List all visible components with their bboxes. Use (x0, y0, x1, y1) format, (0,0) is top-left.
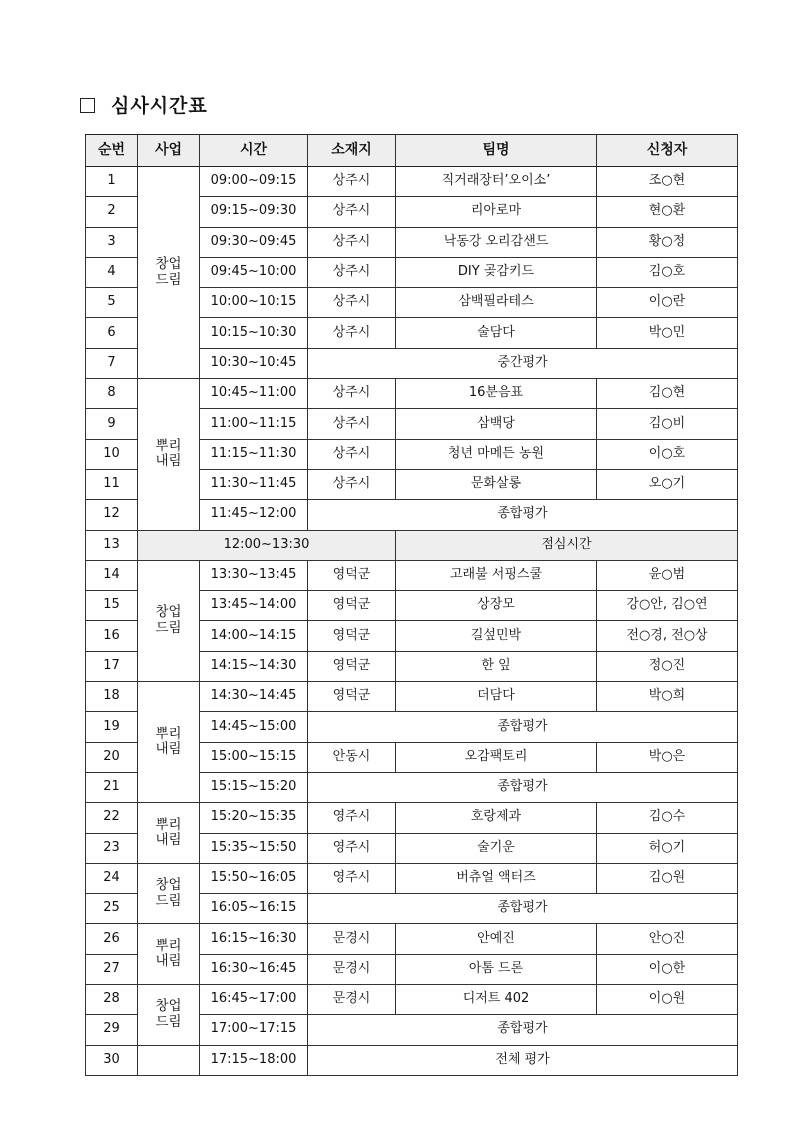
time-cell: 09:00~09:15 (200, 167, 308, 197)
table-row (86, 1045, 738, 1075)
time-cell: 11:00~11:15 (200, 409, 308, 439)
program-cell (138, 379, 200, 530)
row-number: 13 (86, 530, 138, 560)
program-label-line: 창업 (155, 877, 182, 894)
program-label-line: 창업 (155, 256, 182, 273)
time-cell: 14:15~14:30 (200, 651, 308, 681)
time-cell: 13:30~13:45 (200, 560, 308, 590)
team-name-cell: 청년 마메든 농원 (396, 439, 597, 469)
header-row (86, 135, 738, 167)
team-name-cell: 상장모 (396, 591, 597, 621)
row-number: 25 (86, 894, 138, 924)
col-header-location: 소재지 (308, 135, 396, 167)
applicant-cell: 김○현 (597, 379, 738, 409)
program-cell (138, 682, 200, 803)
location-cell: 문경시 (308, 954, 396, 984)
table-row (86, 379, 738, 409)
applicant-cell: 이○란 (597, 288, 738, 318)
applicant-cell: 조○현 (597, 167, 738, 197)
table-row (86, 985, 738, 1015)
time-cell: 14:30~14:45 (200, 682, 308, 712)
location-cell: 영덕군 (308, 591, 396, 621)
page-heading (80, 91, 208, 118)
program-label-line: 뿌리 (155, 816, 182, 833)
program-cell (138, 985, 200, 1046)
row-number: 6 (86, 318, 138, 348)
time-cell: 17:00~17:15 (200, 1015, 308, 1045)
checkbox-square-icon (80, 98, 95, 113)
applicant-cell: 이○한 (597, 954, 738, 984)
schedule-table (85, 134, 738, 1076)
applicant-cell: 허○기 (597, 833, 738, 863)
team-name-cell: 더담다 (396, 682, 597, 712)
col-header-time: 시간 (200, 135, 308, 167)
program-label-line: 뿌리 (155, 937, 182, 954)
time-cell: 10:45~11:00 (200, 379, 308, 409)
program-cell (138, 863, 200, 924)
time-cell: 10:30~10:45 (200, 348, 308, 378)
team-name-cell: 길섶민박 (396, 621, 597, 651)
time-cell: 11:30~11:45 (200, 469, 308, 499)
applicant-cell: 김○수 (597, 803, 738, 833)
location-cell: 상주시 (308, 379, 396, 409)
row-number: 16 (86, 621, 138, 651)
col-header-program: 사업 (138, 135, 200, 167)
applicant-cell: 전○경, 전○상 (597, 621, 738, 651)
team-name-cell: 삼백당 (396, 409, 597, 439)
team-name-cell: 16분음표 (396, 379, 597, 409)
row-number: 28 (86, 985, 138, 1015)
program-cell (138, 1045, 200, 1075)
row-number: 1 (86, 167, 138, 197)
location-cell: 영덕군 (308, 651, 396, 681)
location-cell: 상주시 (308, 469, 396, 499)
time-cell: 11:45~12:00 (200, 500, 308, 530)
team-name-cell: 삼백필라테스 (396, 288, 597, 318)
applicant-cell: 이○호 (597, 439, 738, 469)
program-label-line: 드림 (155, 1013, 182, 1030)
col-header-applicant: 신청자 (597, 135, 738, 167)
table-row (86, 863, 738, 893)
evaluation-cell: 전체 평가 (308, 1045, 738, 1075)
evaluation-cell: 종합평가 (308, 500, 738, 530)
row-number: 15 (86, 591, 138, 621)
evaluation-cell: 종합평가 (308, 1015, 738, 1045)
row-number: 30 (86, 1045, 138, 1075)
applicant-cell: 이○원 (597, 985, 738, 1015)
time-cell: 15:20~15:35 (200, 803, 308, 833)
location-cell: 영주시 (308, 833, 396, 863)
applicant-cell: 김○비 (597, 409, 738, 439)
applicant-cell: 박○은 (597, 742, 738, 772)
team-name-cell: 낙동강 오리감샌드 (396, 227, 597, 257)
row-number: 29 (86, 1015, 138, 1045)
location-cell: 안동시 (308, 742, 396, 772)
program-label-line: 창업 (155, 998, 182, 1015)
location-cell: 상주시 (308, 288, 396, 318)
program-cell (138, 803, 200, 864)
program-label-line: 내림 (155, 953, 182, 970)
row-number: 7 (86, 348, 138, 378)
time-cell: 09:15~09:30 (200, 197, 308, 227)
location-cell: 문경시 (308, 924, 396, 954)
col-header-team: 팀명 (396, 135, 597, 167)
time-cell: 15:00~15:15 (200, 742, 308, 772)
row-number: 18 (86, 682, 138, 712)
program-label-line: 뿌리 (155, 437, 182, 454)
program-label-line: 내림 (155, 453, 182, 470)
applicant-cell: 황○정 (597, 227, 738, 257)
location-cell: 상주시 (308, 439, 396, 469)
team-name-cell: 직거래장터’오이소’ (396, 167, 597, 197)
program-label-line: 드림 (155, 271, 182, 288)
row-number: 24 (86, 863, 138, 893)
row-number: 4 (86, 257, 138, 287)
row-number: 2 (86, 197, 138, 227)
row-number: 23 (86, 833, 138, 863)
program-cell (138, 167, 200, 379)
location-cell: 영덕군 (308, 560, 396, 590)
program-label-line: 드림 (155, 619, 182, 636)
time-cell: 16:30~16:45 (200, 954, 308, 984)
row-number: 22 (86, 803, 138, 833)
location-cell: 상주시 (308, 409, 396, 439)
row-number: 10 (86, 439, 138, 469)
applicant-cell: 정○진 (597, 651, 738, 681)
applicant-cell: 강○안, 김○연 (597, 591, 738, 621)
lunch-row (86, 530, 738, 560)
table-row (86, 924, 738, 954)
applicant-cell: 현○환 (597, 197, 738, 227)
time-cell: 17:15~18:00 (200, 1045, 308, 1075)
row-number: 14 (86, 560, 138, 590)
location-cell: 상주시 (308, 197, 396, 227)
table-row (86, 803, 738, 833)
team-name-cell: 술담다 (396, 318, 597, 348)
applicant-cell: 박○희 (597, 682, 738, 712)
applicant-cell: 오○기 (597, 469, 738, 499)
time-cell: 14:00~14:15 (200, 621, 308, 651)
time-cell: 15:50~16:05 (200, 863, 308, 893)
team-name-cell: 고래불 서핑스쿨 (396, 560, 597, 590)
program-label-line: 창업 (155, 604, 182, 621)
page-title: 심사시간표 (111, 95, 208, 117)
program-label-line: 드림 (155, 892, 182, 909)
time-cell: 11:15~11:30 (200, 439, 308, 469)
lunch-time: 12:00~13:30 (138, 530, 396, 560)
evaluation-cell: 종합평가 (308, 772, 738, 802)
row-number: 26 (86, 924, 138, 954)
team-name-cell: 안예진 (396, 924, 597, 954)
program-cell (138, 924, 200, 985)
location-cell: 영덕군 (308, 621, 396, 651)
location-cell: 상주시 (308, 318, 396, 348)
team-name-cell: DIY 곶감키드 (396, 257, 597, 287)
row-number: 11 (86, 469, 138, 499)
team-name-cell: 리아로마 (396, 197, 597, 227)
program-label-line: 내림 (155, 832, 182, 849)
row-number: 8 (86, 379, 138, 409)
col-header-no: 순번 (86, 135, 138, 167)
location-cell: 영주시 (308, 803, 396, 833)
table-row (86, 560, 738, 590)
evaluation-cell: 종합평가 (308, 712, 738, 742)
lunch-label: 점심시간 (396, 530, 738, 560)
location-cell: 영주시 (308, 863, 396, 893)
time-cell: 10:15~10:30 (200, 318, 308, 348)
row-number: 19 (86, 712, 138, 742)
time-cell: 09:30~09:45 (200, 227, 308, 257)
team-name-cell: 버츄얼 액터즈 (396, 863, 597, 893)
program-cell (138, 560, 200, 681)
team-name-cell: 오감팩토리 (396, 742, 597, 772)
time-cell: 16:05~16:15 (200, 894, 308, 924)
table-row (86, 167, 738, 197)
location-cell: 상주시 (308, 257, 396, 287)
location-cell: 상주시 (308, 167, 396, 197)
team-name-cell: 호랑제과 (396, 803, 597, 833)
row-number: 9 (86, 409, 138, 439)
time-cell: 10:00~10:15 (200, 288, 308, 318)
table-row (86, 682, 738, 712)
row-number: 27 (86, 954, 138, 984)
row-number: 5 (86, 288, 138, 318)
time-cell: 16:45~17:00 (200, 985, 308, 1015)
schedule-body (86, 167, 738, 1076)
row-number: 20 (86, 742, 138, 772)
time-cell: 16:15~16:30 (200, 924, 308, 954)
row-number: 17 (86, 651, 138, 681)
applicant-cell: 박○민 (597, 318, 738, 348)
applicant-cell: 김○호 (597, 257, 738, 287)
team-name-cell: 아톰 드론 (396, 954, 597, 984)
row-number: 3 (86, 227, 138, 257)
time-cell: 15:35~15:50 (200, 833, 308, 863)
row-number: 21 (86, 772, 138, 802)
applicant-cell: 안○진 (597, 924, 738, 954)
program-label-line: 뿌리 (155, 725, 182, 742)
team-name-cell: 한 잎 (396, 651, 597, 681)
time-cell: 15:15~15:20 (200, 772, 308, 802)
team-name-cell: 문화살롱 (396, 469, 597, 499)
applicant-cell: 윤○범 (597, 560, 738, 590)
evaluation-cell: 중간평가 (308, 348, 738, 378)
team-name-cell: 디저트 402 (396, 985, 597, 1015)
location-cell: 상주시 (308, 227, 396, 257)
time-cell: 14:45~15:00 (200, 712, 308, 742)
evaluation-cell: 종합평가 (308, 894, 738, 924)
location-cell: 영덕군 (308, 682, 396, 712)
applicant-cell: 김○원 (597, 863, 738, 893)
time-cell: 09:45~10:00 (200, 257, 308, 287)
team-name-cell: 술기운 (396, 833, 597, 863)
location-cell: 문경시 (308, 985, 396, 1015)
time-cell: 13:45~14:00 (200, 591, 308, 621)
program-label-line: 내림 (155, 741, 182, 758)
row-number: 12 (86, 500, 138, 530)
